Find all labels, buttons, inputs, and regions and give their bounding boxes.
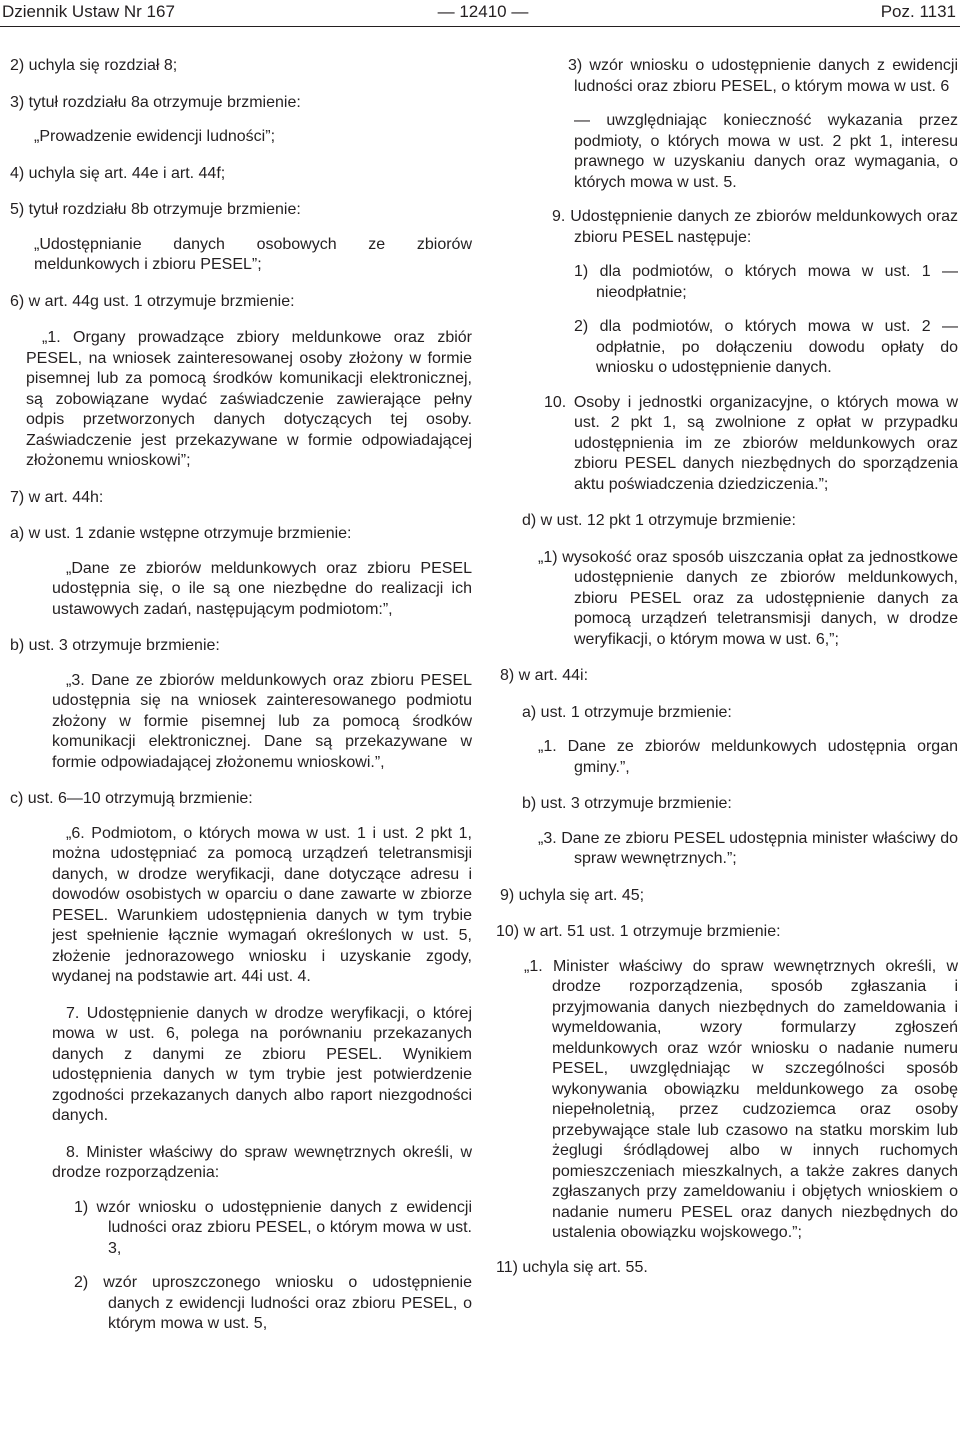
quoted-text: „Udostępnianie danych osobowych ze zbiorów meldunkowych i zbioru PESEL”; bbox=[34, 235, 472, 273]
quoted-text: 8. Minister właściwy do spraw wewnętrznych określi, w drodze rozporządzenia: bbox=[52, 1143, 472, 1181]
page-number: — 12410 — bbox=[437, 2, 529, 21]
quoted-text: 3) wzór wniosku o udostępnienie danych z ewidencji ludności oraz zbioru PESEL, o którym mowa w ust. 6 bbox=[568, 57, 958, 95]
paragraph: 4) uchyla się art. 44e i art. 44f; bbox=[10, 164, 226, 182]
paragraph: a) ust. 1 otrzymuje brzmienie: bbox=[522, 703, 732, 721]
paragraph: b) ust. 3 otrzymuje brzmienie: bbox=[10, 637, 220, 654]
quoted-text: 9. Udostępnienie danych ze zbiorów meldunkowych oraz zbioru PESEL następuje: bbox=[552, 208, 958, 246]
quoted-text: „3. Dane ze zbiorów meldunkowych oraz zbioru PESEL udostępnia się na wniosek zainteresowanego podmiotu złożony w formie pisemnej lub za pomocą środków komunikacji elektronicznej. Dane są przekazywane w formie odpowiadającej złożonemu wnioskowi.”, bbox=[52, 671, 472, 771]
quoted-text: 7. Udostępnienie danych w drodze weryfikacji, o której mowa w ust. 6, polega na porównaniu przekazanych danych z danymi ze zbioru PESEL. Wynikiem udostępnienia danych w tym trybie jest potwierdzenie zgodności przekazanych danych albo raport niezgodności danych. bbox=[52, 1004, 472, 1124]
quoted-text: „Dane ze zbiorów meldunkowych oraz zbioru PESEL udostępnia się, o ile są one niezbędne do realizacji ich ustawowych zadań, następującym podmiotom:”, bbox=[52, 559, 472, 618]
quoted-text: „Prowadzenie ewidencji ludności”; bbox=[34, 128, 276, 145]
right-column bbox=[496, 56, 958, 1278]
paragraph: 6) w art. 44g ust. 1 otrzymuje brzmienie: bbox=[10, 292, 295, 310]
paragraph: 8) w art. 44i: bbox=[500, 667, 589, 684]
quoted-text: 1) wzór wniosku o udostępnienie danych z ewidencji ludności oraz zbioru PESEL, o którym mowa w ust. 3, bbox=[74, 1198, 472, 1257]
journal-title: Dziennik Ustaw Nr 167 bbox=[2, 2, 175, 21]
quoted-text: 2) dla podmiotów, o których mowa w ust. 2 — odpłatnie, po dołączeniu dowodu opłaty do wniosku o udostępnienie danych. bbox=[574, 318, 958, 376]
quoted-text: „1) wysokość oraz sposób uiszczania opłat za jednostkowe udostępnienie danych ze zbiorów meldunkowych, zbioru PESEL oraz za udostępnienie danych za pomocą urządzeń teletransmisji danych, w drodze weryfikacji, o którym mowa w ust. 6,”; bbox=[538, 548, 958, 648]
paragraph: d) w ust. 12 pkt 1 otrzymuje brzmienie: bbox=[522, 512, 796, 529]
quoted-text: 1) dla podmiotów, o których mowa w ust. 1 — nieodpłatnie; bbox=[574, 263, 958, 301]
quoted-text: „3. Dane ze zbioru PESEL udostępnia minister właściwy do spraw wewnętrznych.”; bbox=[538, 829, 958, 867]
paragraph: b) ust. 3 otrzymuje brzmienie: bbox=[522, 795, 732, 812]
position-number: Poz. 1131 bbox=[880, 2, 956, 21]
paragraph: 2) uchyla się rozdział 8; bbox=[10, 57, 178, 74]
quoted-text: „1. Organy prowadzące zbiory meldunkowe oraz zbiór PESEL, na wniosek zainteresowanej osoby złożony w formie pisemnej lub za pomocą środków komunikacji elektronicznej, są zobowiązane wydać zaświadczenie zawierające pełny odpis przetworzonych danych dotyczących tej osoby. Zaświadczenie jest przekazywane w formie odpowiadającej złożonemu wnioskowi”; bbox=[26, 329, 472, 469]
paragraph: 10) w art. 51 ust. 1 otrzymuje brzmienie: bbox=[496, 923, 781, 940]
paragraph: c) ust. 6—10 otrzymują brzmienie: bbox=[10, 790, 253, 807]
quoted-text: „1. Minister właściwy do spraw wewnętrznych określi, w drodze rozporządzenia, sposób zgłaszania i przyjmowania danych niezbędnych do zameldowania i wymeldowania, wzory formularzy zgłoszeń meldunkowych oraz wzór wniosku o nadanie numeru PESEL, uwzględniając w szczególności sposób wykonywania obowiązku meldunkowego za osobę niepełnoletnią, przez cudzoziemca oraz osoby przebywające stale lub czasowo na statku morskim lub żeglugi śródlądowej albo w innych ruchomych pomieszczeniach mieszkalnych, a także zakres danych zgłaszanych przy zameldowaniu i objętych wnioskiem o nadanie numeru PESEL oraz danych niezbędnych do ustalenia obowiązku wojskowego.”; bbox=[524, 957, 958, 1241]
quoted-text: — uwzględniając konieczność wykazania przez podmioty, o których mowa w ust. 2 pkt 1, interesu prawnego w uzyskaniu danych oraz wymagania, o których mowa w ust. 5. bbox=[574, 112, 958, 191]
quoted-text: „1. Dane ze zbiorów meldunkowych udostępnia organ gminy.”, bbox=[538, 738, 958, 776]
quoted-text: 2) wzór uproszczonego wniosku o udostępnienie danych z ewidencji ludności oraz zbioru PESEL, o którym mowa w ust. 5, bbox=[74, 1274, 472, 1332]
paragraph: 9) uchyla się art. 45; bbox=[500, 886, 645, 904]
paragraph: 11) uchyla się art. 55. bbox=[496, 1258, 648, 1276]
paragraph: 7) w art. 44h: bbox=[10, 488, 104, 506]
page-header bbox=[0, 0, 960, 27]
paragraph: 3) tytuł rozdziału 8a otrzymuje brzmienie: bbox=[10, 93, 301, 111]
quoted-text: 10. Osoby i jednostki organizacyjne, o których mowa w ust. 2 pkt 1, są zwolnione z opłat w przypadku udostępnienia im ze zbiorów meldunkowych oraz zbioru PESEL danych niezbędnych do sporządzenia aktu poświadczenia dziedziczenia.”; bbox=[544, 393, 958, 493]
paragraph: a) w ust. 1 zdanie wstępne otrzymuje brzmienie: bbox=[10, 525, 352, 542]
quoted-text: „6. Podmiotom, o których mowa w ust. 1 i ust. 2 pkt 1, można udostępniać za pomocą urządzeń teletransmisji danych, w drodze weryfikacji, dane dotyczące adresu i dowodów osobistych w oparciu o dane zawarte w zbiorze PESEL. Warunkiem udostępnienia danych w tym trybie jest spełnienie łącznie wymagań określonych w ust. 5, złożenie jednorazowego wniosku i uzyskanie zgody, wydanej na podstawie art. 44i ust. 4. bbox=[52, 824, 472, 985]
left-column bbox=[10, 56, 472, 1335]
paragraph: 5) tytuł rozdziału 8b otrzymuje brzmienie: bbox=[10, 201, 301, 218]
